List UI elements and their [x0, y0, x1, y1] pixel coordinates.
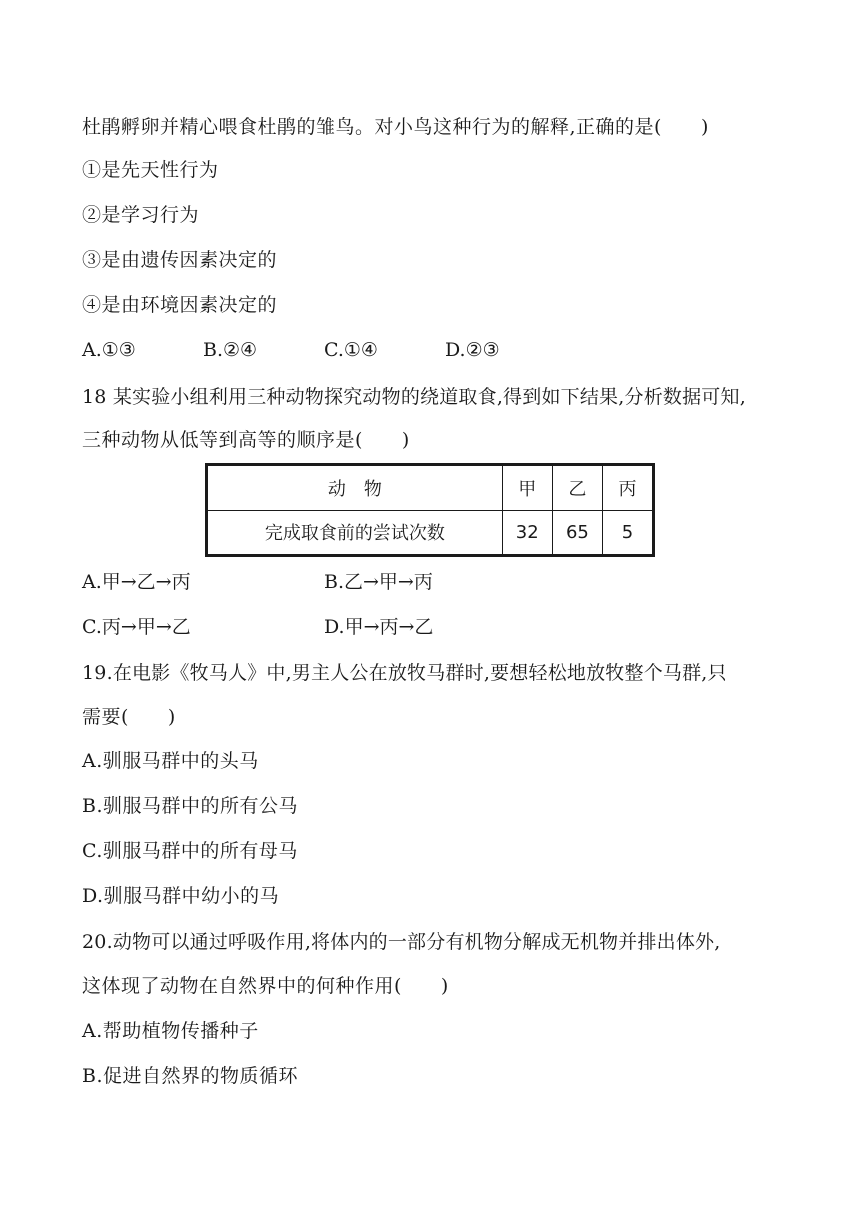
- q18-option-a: A.甲→乙→丙: [82, 571, 191, 593]
- q17-option-a: A.①③: [82, 339, 136, 361]
- table-header-label: 动 物: [207, 465, 503, 511]
- table-header-row: [207, 465, 654, 511]
- q17-stem: 杜鹃孵卵并精心喂食杜鹃的雏鸟。对小鸟这种行为的解释,正确的是( ): [82, 116, 709, 138]
- q17-statement-4: ④是由环境因素决定的: [82, 294, 278, 316]
- q19-option-b: B.驯服马群中的所有公马: [82, 795, 299, 817]
- q19-option-c: C.驯服马群中的所有母马: [82, 840, 298, 862]
- q18-stem-line-2: 三种动物从低等到高等的顺序是( ): [82, 429, 410, 451]
- q19-stem-line-1: 19.在电影《牧马人》中,男主人公在放牧马群时,要想轻松地放牧整个马群,只: [82, 662, 727, 684]
- q20-option-b: B.促进自然界的物质循环: [82, 1065, 299, 1087]
- q18-stem-line-1: 18 某实验小组利用三种动物探究动物的绕道取食,得到如下结果,分析数据可知,: [82, 386, 746, 408]
- q20-stem-line-2: 这体现了动物在自然界中的何种作用( ): [82, 975, 449, 997]
- table-data-row: [207, 510, 654, 556]
- q20-option-a: A.帮助植物传播种子: [82, 1020, 259, 1042]
- table-value-bing: 5: [602, 510, 653, 556]
- table-value-yi: 65: [552, 510, 602, 556]
- q17-option-d: D.②③: [445, 339, 500, 361]
- q18-option-b: B.乙→甲→丙: [324, 571, 433, 593]
- q18-option-c: C.丙→甲→乙: [82, 616, 191, 638]
- q19-stem-line-2: 需要( ): [82, 706, 176, 728]
- table-animal-jia: 甲: [502, 465, 552, 511]
- table-row-label: 完成取食前的尝试次数: [207, 510, 503, 556]
- q17-statement-1: ①是先天性行为: [82, 159, 219, 181]
- q17-option-b: B.②④: [203, 339, 258, 361]
- table-value-jia: 32: [502, 510, 552, 556]
- q18-data-table: [205, 463, 655, 557]
- q17-statement-2: ②是学习行为: [82, 204, 200, 226]
- q17-statement-3: ③是由遗传因素决定的: [82, 249, 278, 271]
- q17-option-c: C.①④: [324, 339, 378, 361]
- table-animal-yi: 乙: [552, 465, 602, 511]
- q19-option-a: A.驯服马群中的头马: [82, 750, 259, 772]
- q18-option-d: D.甲→丙→乙: [324, 616, 434, 638]
- q19-option-d: D.驯服马群中幼小的马: [82, 885, 280, 907]
- table-animal-bing: 丙: [602, 465, 653, 511]
- q20-stem-line-1: 20.动物可以通过呼吸作用,将体内的一部分有机物分解成无机物并排出体外,: [82, 931, 721, 953]
